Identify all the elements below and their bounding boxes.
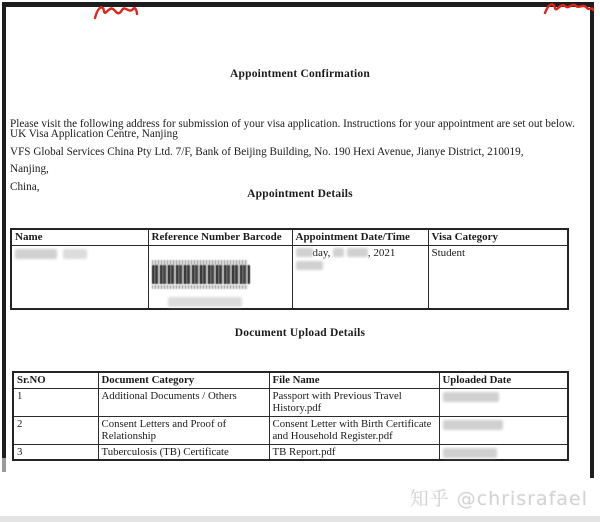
srno-cell: 1 xyxy=(13,388,98,416)
redacted-name-2 xyxy=(63,249,87,259)
category-cell: Consent Letters and Proof of Relationship xyxy=(98,416,269,444)
page-title: Appointment Confirmation xyxy=(230,68,370,80)
col-header-visa-category: Visa Category xyxy=(428,229,568,245)
srno-cell: 3 xyxy=(13,444,98,460)
document-upload-table xyxy=(12,371,569,461)
visa-category-cell: Student xyxy=(428,245,568,309)
uploaded-date-cell xyxy=(439,388,568,416)
appointment-datetime-cell xyxy=(292,245,428,309)
document-upload-heading: Document Upload Details xyxy=(234,327,366,339)
table-header-row xyxy=(11,229,568,245)
applicant-name-cell xyxy=(11,245,148,309)
reference-barcode-cell xyxy=(148,245,292,309)
date-fragment-year: , 2021 xyxy=(367,246,396,259)
file-name-cell: TB Report.pdf xyxy=(269,444,439,460)
category-cell: Additional Documents / Others xyxy=(98,388,269,416)
file-name-cell: Consent Letter with Birth Certificate and Household Register.pdf xyxy=(269,416,439,444)
category-cell: Tuberculosis (TB) Certificate xyxy=(98,444,269,460)
redacted-time xyxy=(296,261,323,270)
page-border-left-fade xyxy=(2,458,6,472)
col-header-name: Name xyxy=(11,229,148,245)
red-scribble-right-icon xyxy=(543,0,595,20)
col-header-reference-barcode: Reference Number Barcode xyxy=(148,229,292,245)
redacted-upload-date-3 xyxy=(443,448,497,458)
col-header-appointment-datetime: Appointment Date/Time xyxy=(292,229,428,245)
address-line-4: China, xyxy=(10,180,40,193)
redacted-upload-date-1 xyxy=(443,392,499,402)
appointment-details-heading: Appointment Details xyxy=(247,188,353,200)
table-row xyxy=(11,245,568,309)
redacted-barcode-number-bottom xyxy=(152,285,248,289)
intro-text: Please visit the following address for submission of your visa application. Instructions for your appointment are set out below. xyxy=(10,118,575,131)
uploaded-date-cell xyxy=(439,416,568,444)
barcode-image xyxy=(152,265,250,284)
redacted-name xyxy=(15,249,57,259)
table-row xyxy=(13,388,568,416)
redacted-month xyxy=(333,248,344,257)
date-fragment-weekday: day, xyxy=(312,246,331,259)
table-row xyxy=(13,444,568,460)
col-header-uploaded-date: Uploaded Date xyxy=(439,372,568,388)
page-border-top xyxy=(2,2,594,7)
address-line-1: UK Visa Application Centre, Nanjing xyxy=(10,128,178,140)
redacted-upload-date-2 xyxy=(443,420,503,430)
address-line-3: Nanjing, xyxy=(10,163,49,175)
photo-bottom-edge xyxy=(0,516,600,522)
red-scribble-left-icon xyxy=(93,2,139,24)
srno-cell: 2 xyxy=(13,416,98,444)
table-header-row xyxy=(13,372,568,388)
table-row xyxy=(13,416,568,444)
address-line-2: VFS Global Services China Pty Ltd. 7/F, Bank of Beijing Building, No. 190 Hexi Avenue, Jianye District, 210019, xyxy=(10,145,524,158)
address-block xyxy=(10,126,570,196)
col-header-file-name: File Name xyxy=(269,372,439,388)
zhihu-watermark: 知乎 @chrisrafael xyxy=(409,488,588,510)
uploaded-date-cell xyxy=(439,444,568,460)
redacted-day xyxy=(347,248,368,257)
col-header-srno: Sr.NO xyxy=(13,372,98,388)
redacted-weekday-prefix xyxy=(296,248,313,257)
appointment-details-table xyxy=(10,228,569,310)
file-name-cell: Passport with Previous Travel History.pdf xyxy=(269,388,439,416)
col-header-document-category: Document Category xyxy=(98,372,269,388)
redacted-reference-text xyxy=(168,297,242,307)
